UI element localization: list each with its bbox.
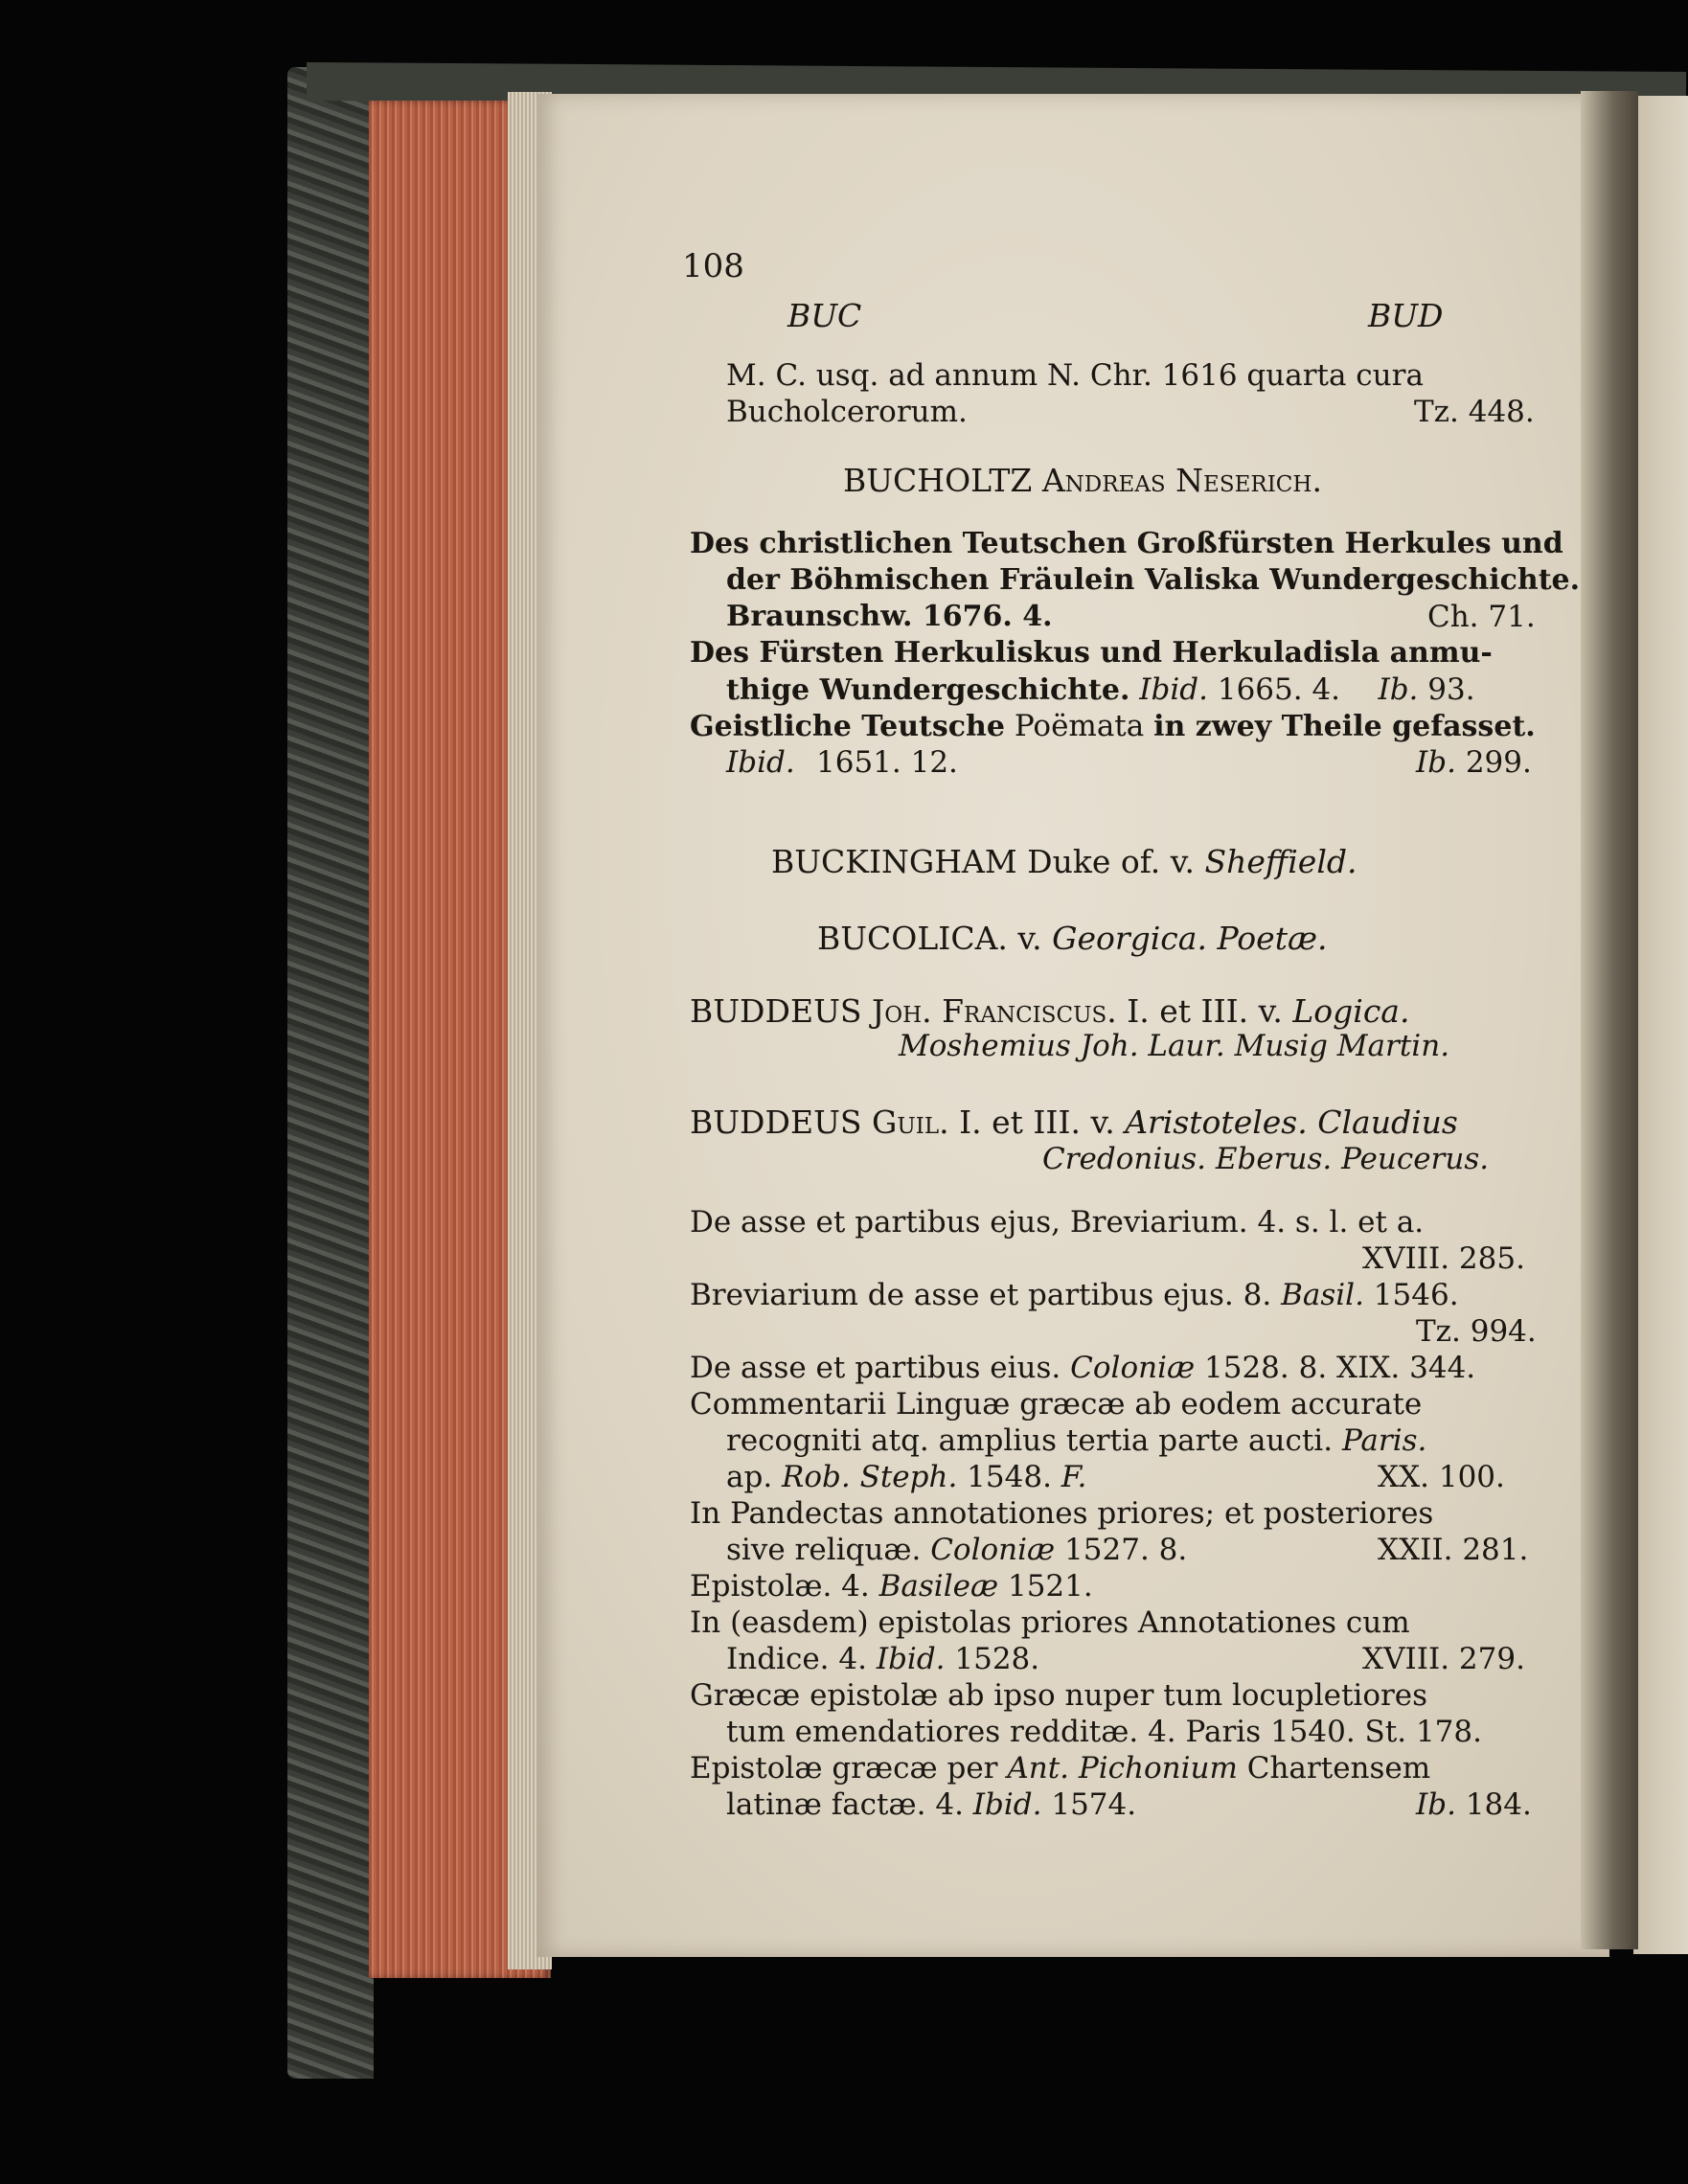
text: ap. xyxy=(726,1460,773,1494)
italic-text: Ibid. xyxy=(876,1642,946,1676)
text-line xyxy=(1416,1787,1532,1822)
text: 1574. xyxy=(1051,1787,1137,1822)
text-line: Ch. 71. xyxy=(1427,600,1536,634)
heading-reference: Aristoteles. Claudius xyxy=(1125,1103,1458,1141)
entry-heading xyxy=(843,462,1322,499)
text-line xyxy=(726,672,1475,707)
heading-reference: Logica. xyxy=(1292,992,1410,1030)
heading-text: I. et III. v. xyxy=(1127,992,1283,1030)
heading-reference: Georgica. Poetæ. xyxy=(1052,920,1328,957)
text: 1527. 8. xyxy=(1064,1533,1188,1567)
heading-text: I. et III. v. xyxy=(959,1103,1115,1141)
entry-heading xyxy=(817,920,1327,957)
facing-page xyxy=(1633,96,1688,1954)
text: 1548. xyxy=(967,1460,1052,1494)
heading-text: BUCOLICA. v. xyxy=(817,920,1042,957)
text-line xyxy=(726,1460,1086,1494)
text: Poëmata xyxy=(1014,709,1145,743)
italic-text: Ib. xyxy=(1416,1787,1456,1822)
heading-name: BUDDEUS xyxy=(690,992,862,1030)
text-line: Commentarii Linguæ græcæ ab eodem accurate xyxy=(690,1387,1423,1422)
text: 93. xyxy=(1427,672,1475,707)
heading-forename: Joh. Franciscus. xyxy=(872,992,1117,1030)
heading-forename: Andreas Neserich. xyxy=(1041,462,1322,499)
italic-text: Paris. xyxy=(1341,1423,1427,1458)
text: Breviarium de asse et partibus ejus. 8. xyxy=(690,1278,1272,1312)
text-line: Credonius. Eberus. Peucerus. xyxy=(1042,1142,1490,1176)
book-gutter xyxy=(1581,91,1638,1949)
text-line xyxy=(726,1533,1187,1567)
running-head-right: BUD xyxy=(1368,297,1444,334)
text: Epistolæ græcæ per xyxy=(690,1751,998,1786)
entry-heading xyxy=(771,843,1357,880)
text-line: Des Fürsten Herkuliskus und Herkuladisla anmu- xyxy=(690,636,1493,670)
running-head-left: BUC xyxy=(787,297,862,334)
italic-text: Ibid. xyxy=(1139,672,1208,707)
text: 1546. xyxy=(1373,1278,1459,1312)
text-line xyxy=(1416,745,1532,780)
text: 1665. 4. xyxy=(1217,672,1341,707)
entry-heading xyxy=(690,992,1409,1030)
text-line: XX. 100. xyxy=(1378,1460,1505,1494)
text-line: 1651. 12. xyxy=(816,745,958,780)
text-line xyxy=(726,1787,1136,1822)
text-line: M. C. usq. ad annum N. Chr. 1616 quarta cura xyxy=(726,358,1424,393)
text-line: Braunschw. 1676. 4. xyxy=(726,600,1053,633)
heading-reference: Sheffield. xyxy=(1204,843,1357,880)
text: Indice. 4. xyxy=(726,1642,867,1676)
text-line: Ibid. xyxy=(726,745,795,780)
text: 184. xyxy=(1465,1787,1532,1822)
text-line xyxy=(690,1569,1093,1604)
entry-heading xyxy=(690,1103,1458,1141)
text-line: Tz. 448. xyxy=(1414,395,1535,429)
text: recogniti atq. amplius tertia parte aucti. xyxy=(726,1423,1334,1458)
text-line: In Pandectas annotationes priores; et posteriores xyxy=(690,1496,1434,1531)
text-line: XVIII. 279. xyxy=(1362,1642,1525,1676)
italic-text: Basileæ xyxy=(878,1569,999,1604)
text: sive reliquæ. xyxy=(726,1533,922,1567)
fraktur-text: thige Wundergeschichte. xyxy=(726,673,1130,707)
text: Chartensem xyxy=(1246,1751,1431,1786)
book-cover xyxy=(287,67,374,2079)
text-line: XXII. 281. xyxy=(1378,1533,1529,1567)
text-line xyxy=(726,1642,1039,1676)
text-line: Tz. 994. xyxy=(1416,1314,1537,1349)
text: latinæ factæ. 4. xyxy=(726,1787,964,1822)
heading-text: BUCKINGHAM Duke of. v. xyxy=(771,843,1195,880)
text-line xyxy=(690,1751,1430,1786)
italic-text: Ib. xyxy=(1378,672,1419,707)
text-line: De asse et partibus ejus, Breviarium. 4. s. l. et a. xyxy=(690,1205,1425,1240)
text-line xyxy=(690,709,1536,743)
heading-forename: Guil. xyxy=(872,1103,949,1141)
text: 1528. 8. XIX. 344. xyxy=(1204,1351,1476,1385)
fraktur-text: in zwey Theile gefasset. xyxy=(1153,710,1536,743)
text: 1528. xyxy=(954,1642,1040,1676)
text-line: der Böhmischen Fräulein Valiska Wundergeschichte. xyxy=(726,563,1581,597)
heading-name: BUCHOLTZ xyxy=(843,462,1033,499)
page-number: 108 xyxy=(682,247,744,285)
text: Epistolæ. 4. xyxy=(690,1569,870,1604)
book-page xyxy=(536,94,1609,1957)
text-line: Moshemius Joh. Laur. Musig Martin. xyxy=(899,1029,1450,1063)
heading-name: BUDDEUS xyxy=(690,1103,862,1141)
text-line xyxy=(690,1351,1475,1385)
italic-text: F. xyxy=(1061,1460,1087,1494)
text: 299. xyxy=(1465,745,1532,780)
text-line: XVIII. 285. xyxy=(1362,1241,1525,1276)
italic-text: Coloniæ xyxy=(930,1533,1056,1567)
text-line xyxy=(726,1423,1426,1458)
text-line: Græcæ epistolæ ab ipso nuper tum locupletiores xyxy=(690,1678,1428,1713)
page-text xyxy=(536,94,1609,1957)
text-line: tum emendatiores redditæ. 4. Paris 1540. St. 178. xyxy=(726,1715,1482,1749)
text: 1521. xyxy=(1007,1569,1093,1604)
fraktur-text: Geistliche Teutsche xyxy=(690,710,1005,743)
italic-text: Ibid. xyxy=(972,1787,1042,1822)
text-line xyxy=(690,1278,1459,1312)
text-line: Des christlichen Teutschen Großfürsten Herkules und xyxy=(690,527,1563,560)
italic-text: Ant. Pichonium xyxy=(1007,1751,1238,1786)
italic-text: Ib. xyxy=(1416,745,1456,780)
italic-text: Coloniæ xyxy=(1070,1351,1196,1385)
italic-text: Rob. Steph. xyxy=(782,1460,958,1494)
text: De asse et partibus eius. xyxy=(690,1351,1061,1385)
italic-text: Basil. xyxy=(1281,1278,1364,1312)
text-line: In (easdem) epistolas priores Annotationes cum xyxy=(690,1605,1410,1640)
text-line: Bucholcerorum. xyxy=(726,395,968,429)
